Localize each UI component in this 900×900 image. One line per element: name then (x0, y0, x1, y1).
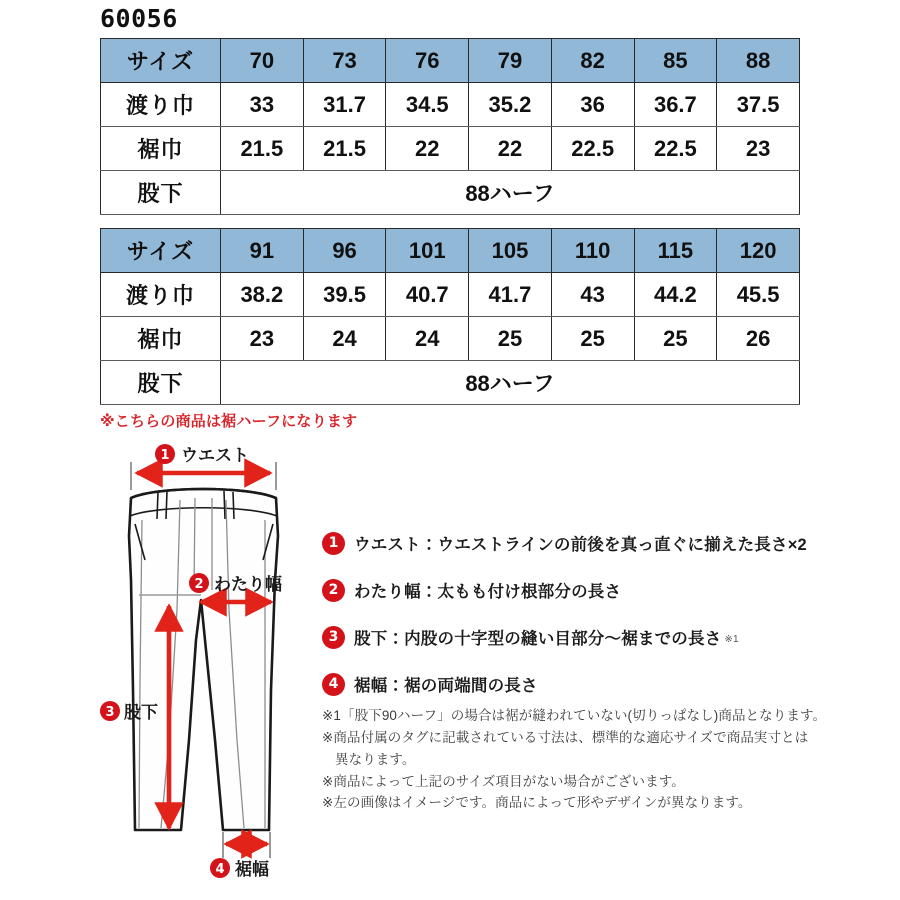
measurement-cell: 41.7 (469, 273, 552, 317)
size-table-large (100, 228, 800, 405)
footnote-line: ※商品付属のタグに記載されている寸法は、標準的な適応サイズで商品実寸とは (322, 729, 809, 745)
measurement-cell: 38.2 (221, 273, 304, 317)
measurement-cell: 31.7 (303, 83, 386, 127)
legend-text (354, 672, 538, 696)
measurement-cell: 23 (717, 127, 800, 171)
size-header-cell: 101 (386, 229, 469, 273)
product-code: 60056 (100, 4, 178, 33)
measurement-cell: 22.5 (551, 127, 634, 171)
legend-badge: 4 (322, 673, 345, 696)
measurement-cell: 36 (551, 83, 634, 127)
measurement-cell: 23 (221, 317, 304, 361)
measurement-cell: 33 (221, 83, 304, 127)
measurement-cell: 21.5 (221, 127, 304, 171)
measurement-cell: 45.5 (717, 273, 800, 317)
size-header-cell: 120 (717, 229, 800, 273)
footnote-line: 異なります。 (335, 751, 416, 767)
size-header-cell: 88 (717, 39, 800, 83)
callout-4-label: 裾幅 (235, 860, 269, 879)
legend-text (354, 578, 621, 602)
row-label: サイズ (101, 229, 221, 273)
measurement-legend (322, 530, 842, 718)
row-label: サイズ (101, 39, 221, 83)
measurement-cell: 39.5 (303, 273, 386, 317)
legend-text (354, 625, 739, 649)
callout-2-number: 2 (194, 577, 204, 592)
measurement-cell: 24 (386, 317, 469, 361)
table-row (101, 171, 800, 215)
measurement-cell: 40.7 (386, 273, 469, 317)
measurement-cell: 35.2 (469, 83, 552, 127)
size-header-cell: 110 (551, 229, 634, 273)
size-header-cell: 79 (469, 39, 552, 83)
measurement-cell: 44.2 (634, 273, 717, 317)
diagram-callout-waist (155, 444, 249, 465)
size-table-large-body (101, 229, 800, 405)
diagram-callout-hem (210, 858, 269, 879)
measurement-cell: 24 (303, 317, 386, 361)
measurement-cell: 21.5 (303, 127, 386, 171)
size-header-cell: 105 (469, 229, 552, 273)
hem-half-note: ※こちらの商品は裾ハーフになります (100, 413, 358, 430)
measurement-cell: 37.5 (717, 83, 800, 127)
callout-1-number: 1 (160, 448, 170, 463)
callout-3-number: 3 (105, 705, 115, 720)
table-row (101, 273, 800, 317)
size-header-cell: 82 (551, 39, 634, 83)
row-label: 股下 (101, 361, 221, 405)
legend-badge: 2 (322, 579, 345, 602)
measurement-cell: 25 (551, 317, 634, 361)
table-row (101, 361, 800, 405)
measurement-cell: 25 (469, 317, 552, 361)
footnote-line: ※左の画像はイメージです。商品によって形やデザインが異なります。 (322, 795, 752, 811)
measurement-cell: 26 (717, 317, 800, 361)
row-label: 股下 (101, 171, 221, 215)
legend-item (322, 624, 842, 650)
callout-4-number: 4 (215, 862, 225, 877)
table-row (101, 83, 800, 127)
footnote-line: ※1「股下90ハーフ」の場合は裾が縫われていない(切りっぱなし)商品となります。 (322, 708, 827, 723)
size-table-small-body (101, 39, 800, 215)
size-header-cell: 91 (221, 229, 304, 273)
table-row (101, 229, 800, 273)
row-label: 渡り巾 (101, 273, 221, 317)
row-label: 渡り巾 (101, 83, 221, 127)
legend-badge: 1 (322, 532, 345, 555)
size-table-small (100, 38, 800, 215)
legend-item (322, 577, 842, 603)
legend-badge: 3 (322, 626, 345, 649)
footnotes (322, 705, 832, 814)
size-header-cell: 115 (634, 229, 717, 273)
measurement-cell: 36.7 (634, 83, 717, 127)
size-header-cell: 96 (303, 229, 386, 273)
measurement-cell: 25 (634, 317, 717, 361)
inseam-merged-cell: 88ハーフ (221, 171, 800, 215)
inseam-merged-cell: 88ハーフ (221, 361, 800, 405)
row-label: 裾巾 (101, 127, 221, 171)
row-label: 裾巾 (101, 317, 221, 361)
pants-outline (129, 489, 278, 830)
legend-item (322, 530, 842, 556)
diagram-callout-thigh (189, 573, 282, 594)
size-header-cell: 73 (303, 39, 386, 83)
measurement-cell: 34.5 (386, 83, 469, 127)
diagram-callout-inseam (100, 701, 158, 722)
legend-footnote-marker: ※1 (724, 634, 739, 645)
measurement-cell: 43 (551, 273, 634, 317)
measurement-cell: 22 (386, 127, 469, 171)
callout-3-label: 股下 (124, 703, 158, 722)
pants-body-path (129, 489, 278, 830)
size-header-cell: 85 (634, 39, 717, 83)
measurement-cell: 22 (469, 127, 552, 171)
callout-2-label: わたり幅 (214, 575, 282, 594)
table-row (101, 317, 800, 361)
legend-description: 股下：内股の十字型の縫い目部分〜裾までの長さ (354, 630, 722, 648)
legend-description: わたり幅：太もも付け根部分の長さ (354, 583, 622, 601)
size-header-cell: 76 (386, 39, 469, 83)
table-row (101, 127, 800, 171)
legend-description: 裾幅：裾の両端間の長さ (354, 677, 538, 695)
legend-text (354, 531, 807, 555)
measurement-cell: 22.5 (634, 127, 717, 171)
table-row (101, 39, 800, 83)
legend-item (322, 671, 842, 697)
callout-1-label: ウエスト (181, 446, 249, 465)
legend-description: ウエスト：ウエストラインの前後を真っ直ぐに揃えた長さ×2 (354, 536, 807, 554)
pants-measurement-diagram (95, 440, 315, 890)
size-header-cell: 70 (221, 39, 304, 83)
footnote-line: ※商品によって上記のサイズ項目がない場合がございます。 (322, 773, 685, 789)
